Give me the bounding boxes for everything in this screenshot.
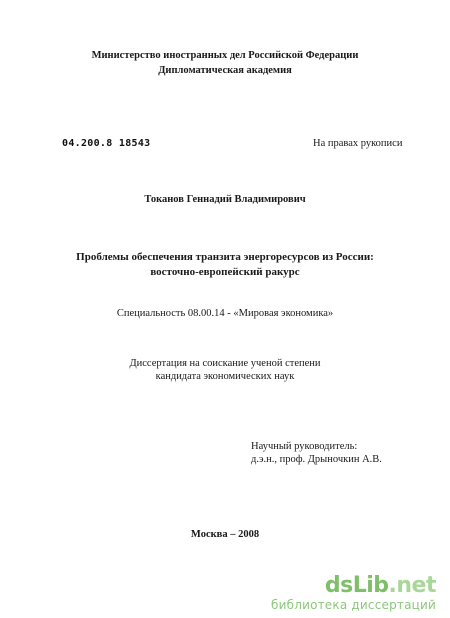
logo-part-net: net (396, 573, 436, 598)
dslib-watermark (271, 574, 436, 612)
supervisor-label: Научный руководитель: (251, 441, 358, 452)
logo-part-ds: ds (324, 573, 353, 598)
degree-line-1: Диссертация на соискание ученой степени (129, 358, 321, 369)
dissertation-title-line-2: восточно-европейский ракурс (150, 266, 300, 278)
dissertation-title-line-1: Проблемы обеспечения транзита энергоресурсов из России: (76, 251, 374, 263)
archive-stamp: 04.200.8 18543 (62, 138, 151, 149)
logo-part-lib: Lib (352, 573, 389, 598)
degree-line-2: кандидата экономических наук (155, 371, 295, 382)
manuscript-rights-note: На правах рукописи (313, 138, 403, 149)
logo-part-dot: . (388, 573, 397, 598)
ministry-heading: Министерство иностранных дел Российской Федерации (91, 50, 359, 61)
specialty-line: Специальность 08.00.14 - «Мировая экономика» (116, 308, 334, 319)
watermark-subtitle: библиотека диссертаций (271, 598, 436, 612)
city-year: Москва – 2008 (190, 529, 260, 540)
supervisor-name: д.э.н., проф. Дрыночкин А.В. (251, 454, 382, 465)
dslib-logo (271, 574, 436, 598)
author-name: Токанов Геннадий Владимирович (144, 194, 306, 205)
academy-heading: Дипломатическая академия (158, 65, 292, 76)
